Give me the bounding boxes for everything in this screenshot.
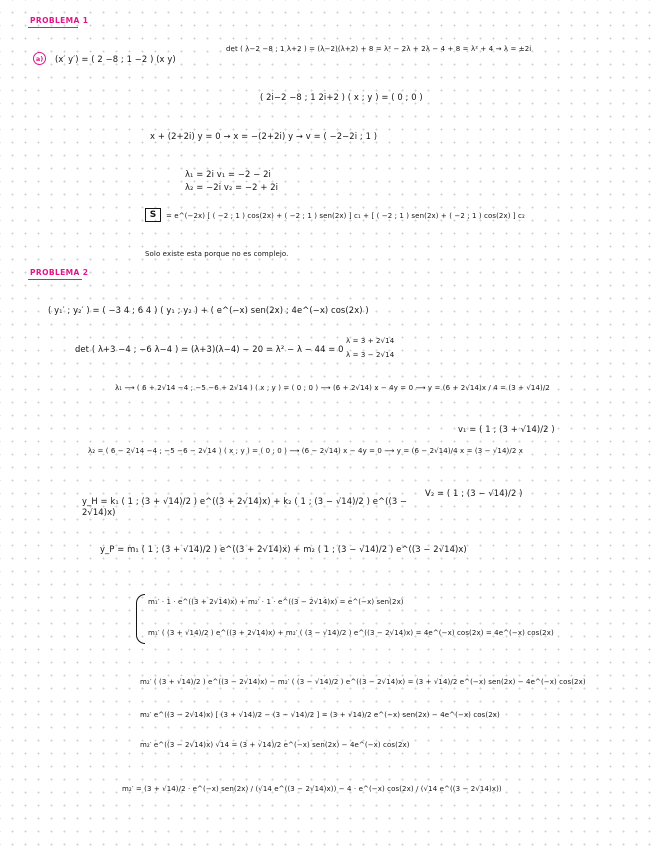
item-a-label: a) [33, 52, 46, 65]
problem-2-particular-solution: y_P = m₁ ( 1 ; (3 + √14)/2 ) e^((3 + 2√14)x) + m₂ ( 1 ; (3 − √14)/2 ) e^((3 − 2√14)x) [100, 544, 467, 554]
system-brace [136, 594, 145, 644]
problem-1-system: (x′ y′) = ( 2 −8 ; 1 −2 ) (x y) [55, 54, 176, 64]
problem-2-step-1: m₂′ ( (3 + √14)/2 ) e^((3 − 2√14)x) − m₂′ ( (3 − √14)/2 ) e^((3 − 2√14)x) = (3 + √14)/2 e^(−x) sen(2x) − 4e^(−x) cos(2x) [140, 678, 586, 686]
problem-2-underline [28, 279, 82, 280]
problem-1-vector-equation: x + (2+2i) y = 0 → x = −(2+2i) y → v = ( −2−2i ; 1 ) [150, 131, 378, 141]
problem-2-system-eq-2: m₁′ ( (3 + √14)/2 ) e^((3 + 2√14)x) + m₂′ ( (3 − √14)/2 ) e^((3 − 2√14)x) = 4e^(−x) cos(2x) = 4e^(−x) cos(2x) [148, 629, 554, 637]
problem-2-step-3: m₂′ e^((3 − 2√14)x) √14 = (3 + √14)/2 e^(−x) sen(2x) − 4e^(−x) cos(2x) [140, 741, 410, 749]
problem-2-step-2: m₂′ e^((3 − 2√14)x) [ (3 + √14)/2 − (3 − √14)/2 ] = (3 + √14)/2 e^(−x) sen(2x) − 4e^(−x) cos(2x) [140, 711, 500, 719]
problem-2-system: ( y₁′ ; y₂′ ) = ( −3 4 ; 6 4 ) ( y₁ ; y₂ ) + ( e^(−x) sen(2x) ; 4e^(−x) cos(2x) ) [48, 305, 369, 315]
problem-1-note: Solo existe esta porque no es complejo. [145, 250, 289, 258]
problem-2-homogeneous-solution: y_H = k₁ ( 1 ; (3 + √14)/2 ) e^((3 + 2√14)x) + k₂ ( 1 ; (3 − √14)/2 ) e^((3 − 2√14)x) [82, 496, 408, 517]
solution-box-label: S [145, 208, 161, 222]
problem-2-determinant: det ( λ+3 −4 ; −6 λ−4 ) = (λ+3)(λ−4) − 20 = λ² − λ − 44 = 0 [75, 344, 344, 354]
problem-1-lambda-1: λ₁ = 2i v₁ = −2 − 2i [185, 169, 271, 179]
problem-1-solution: = e^(−2x) [ ( −2 ; 1 ) cos(2x) + ( −2 ; 1 ) sen(2x) ] c₁ + [ ( −2 ; 1 ) sen(2x) + ( −2 ; 1 ) cos(2x) ] c₂ [166, 212, 525, 220]
problem-1-lambda-2: λ₂ = −2i v₂ = −2 + 2i [185, 182, 279, 192]
problem-2-eigenvector-1: v₁ = ( 1 ; (3 + √14)/2 ) [458, 424, 555, 434]
problem-2-eigenvector-2: V₂ = ( 1 ; (3 − √14)/2 ) [425, 488, 523, 498]
problem-2-lambda-1-equation: λ₁ ⟶ ( 6 + 2√14 −4 ; −5 −6 + 2√14 ) ( x ; y ) = ( 0 ; 0 ) ⟶ (6 + 2√14) x − 4y = 0 ⟶ y = (6 + 2√14)x / 4 = (3 + √14)/2 [115, 384, 550, 392]
problem-2-root-1: λ = 3 + 2√14 [346, 337, 395, 345]
problem-2-system-eq-1: m₁′ · 1 · e^((3 + 2√14)x) + m₂′ · 1 · e^((3 − 2√14)x) = e^(−x) sen(2x) [148, 598, 404, 606]
problem-2-root-2: λ = 3 − 2√14 [346, 351, 395, 359]
problem-1-heading: PROBLEMA 1 [30, 16, 89, 25]
problem-2-heading: PROBLEMA 2 [30, 268, 89, 277]
problem-2-lambda-2-equation: λ₂ = ( 6 − 2√14 −4 ; −5 −6 − 2√14 ) ( x ; y ) = ( 0 ; 0 ) ⟶ (6 − 2√14) x − 4y = 0 ⟶ y = (6 − 2√14)/4 x = (3 − √14)/2 x [88, 447, 523, 455]
problem-1-eigen-matrix: ( 2i−2 −8 ; 1 2i+2 ) ( x ; y ) = ( 0 ; 0 ) [260, 92, 423, 102]
problem-1-determinant: det ( λ−2 −8 ; 1 λ+2 ) = (λ−2)(λ+2) + 8 = λ² − 2λ + 2λ − 4 + 8 = λ² + 4 → λ = ±2i [226, 45, 532, 53]
problem-2-step-4: m₂′ = (3 + √14)/2 · e^(−x) sen(2x) / (√14 e^((3 − 2√14)x)) − 4 · e^(−x) cos(2x) / (√14 e^((3 − 2√14)x)) [122, 785, 502, 793]
problem-1-underline [28, 27, 78, 28]
